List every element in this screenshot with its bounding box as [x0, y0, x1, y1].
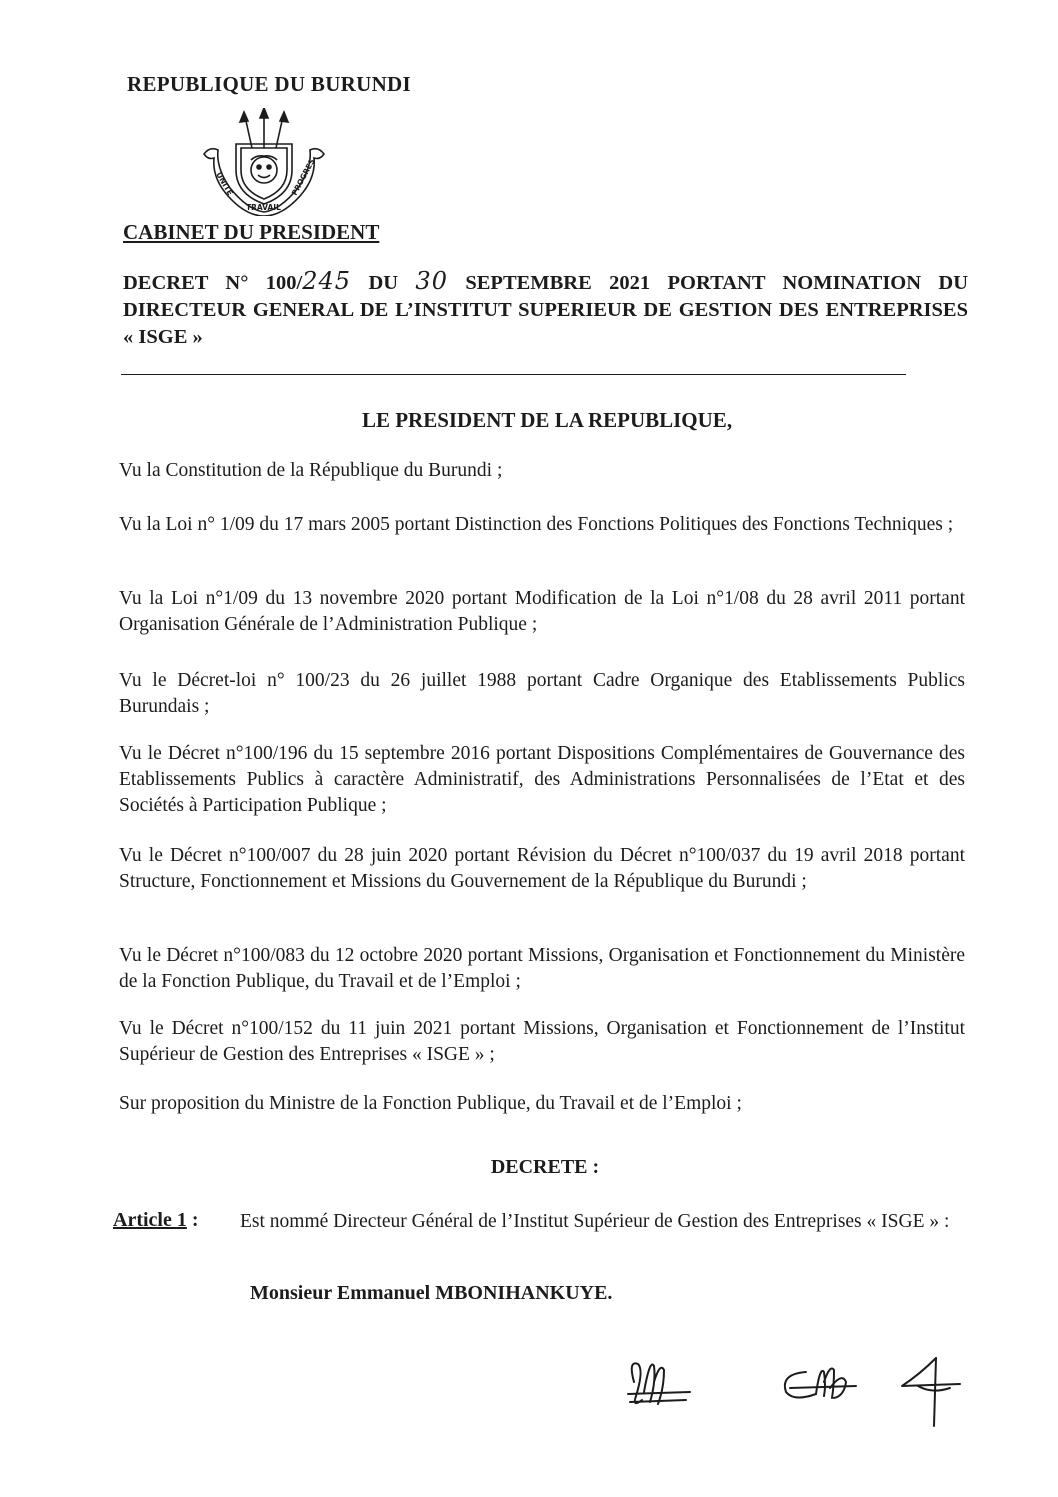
decree-title-rest: SEPTEMBRE 2021 PORTANT NOMINATION DU DIRECTEUR GENERAL DE L’INSTITUT SUPERIEUR DE GESTION DES ENTREPRISES « ISGE »	[123, 272, 969, 348]
initials-signature-icon	[620, 1352, 980, 1430]
decree-title	[123, 268, 968, 351]
decrete-heading: DECRETE :	[490, 1156, 600, 1178]
title-divider	[121, 374, 906, 375]
president-heading: LE PRESIDENT DE LA REPUBLIQUE,	[361, 408, 733, 432]
consideration-decret-2016: Vu le Décret n°100/196 du 15 septembre 2016 portant Dispositions Complémentaires de Gouvernance des Etablissements Publics à caractère Administratif, des Administrations Personnalisées de l’Etat et des Sociétés à Participation Publique ;	[119, 743, 965, 816]
consideration-proposition: Sur proposition du Ministre de la Fonction Publique, du Travail et de l’Emploi ;	[119, 1093, 742, 1114]
article-1-label: Article 1 :	[113, 1209, 199, 1231]
cabinet-heading: CABINET DU PRESIDENT	[123, 220, 380, 244]
consideration-decret-2020-ministere: Vu le Décret n°100/083 du 12 octobre 2020 portant Missions, Organisation et Fonctionnement du Ministère de la Fonction Publique, du Travail et de l’Emploi ;	[119, 945, 965, 992]
consideration-loi-2020: Vu la Loi n°1/09 du 13 novembre 2020 portant Modification de la Loi n°1/08 du 28 avril 2011 portant Organisation Générale de l’Administration Publique ;	[119, 588, 965, 635]
nominee-name: Monsieur Emmanuel MBONIHANKUYE.	[250, 1282, 613, 1304]
consideration-decret-loi-1988: Vu le Décret-loi n° 100/23 du 26 juillet 1988 portant Cadre Organique des Etablissements Publics Burundais ;	[119, 670, 965, 717]
handwritten-decree-day: 30	[415, 267, 448, 295]
emblem-motto-travail: TRAVAIL	[246, 203, 281, 212]
consideration-decret-2021-isge: Vu le Décret n°100/152 du 11 juin 2021 portant Missions, Organisation et Fonctionnement de l’Institut Supérieur de Gestion des Entreprises « ISGE » ;	[119, 1018, 965, 1065]
republic-heading: REPUBLIQUE DU BURUNDI	[127, 72, 411, 96]
article-1-text: Est nommé Directeur Général de l’Institut Supérieur de Gestion des Entreprises « ISGE » :	[240, 1211, 950, 1232]
emblem-motto-progres: PROGRES	[289, 157, 317, 197]
handwritten-decree-number: 245	[302, 267, 352, 295]
consideration-constitution: Vu la Constitution de la République du Burundi ;	[119, 460, 503, 481]
decree-number-prefix: DECRET N° 100/	[123, 272, 303, 294]
consideration-decret-2020-gouvernement: Vu le Décret n°100/007 du 28 juin 2020 portant Révision du Décret n°100/037 du 19 avril 2018 portant Structure, Fonctionnement et Missions du Gouvernement de la République du Burundi ;	[119, 845, 965, 892]
consideration-loi-2005: Vu la Loi n° 1/09 du 17 mars 2005 portant Distinction des Fonctions Politiques des Fonctions Techniques ;	[119, 514, 954, 535]
coat-of-arms-icon	[196, 108, 332, 216]
emblem-motto-unite: UNITE	[214, 170, 235, 198]
decree-du: DU	[368, 272, 399, 294]
